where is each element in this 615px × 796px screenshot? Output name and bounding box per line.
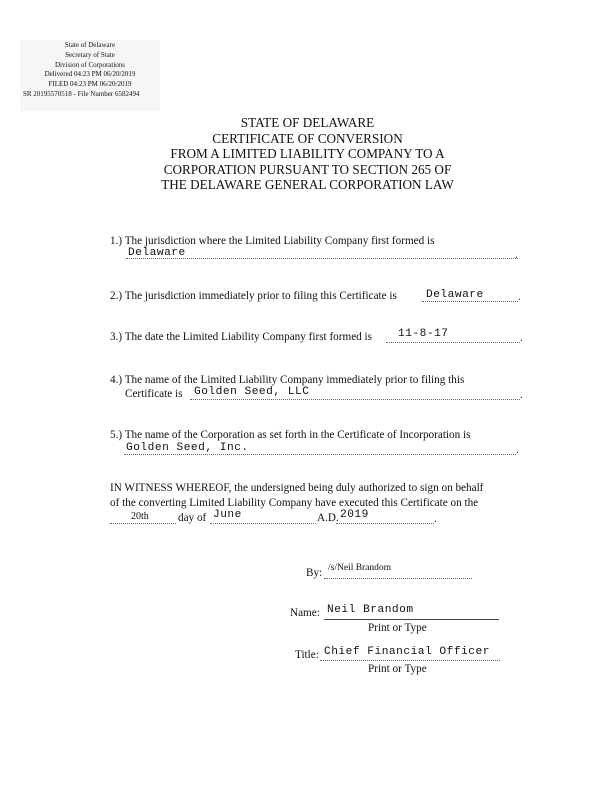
item-4-text2: Certificate is	[125, 388, 183, 400]
item-2-text: 2.) The jurisdiction immediately prior to filing this Certificate is	[110, 290, 397, 302]
item-2-value: Delaware	[426, 289, 484, 301]
name-line	[324, 619, 499, 620]
item-3-blank	[386, 342, 520, 343]
witness-line-1: IN WITNESS WHEREOF, the undersigned being duly authorized to sign on behalf	[110, 482, 484, 494]
item-3-period: .	[520, 332, 523, 344]
name-print-or-type: Print or Type	[368, 622, 427, 634]
title-line: THE DELAWARE GENERAL CORPORATION LAW	[161, 177, 454, 192]
stamp-line: FILED 04:23 PM 06/20/2019	[48, 80, 132, 89]
witness-line-2: of the converting Limited Liability Company have executed this Certificate on the	[110, 497, 479, 509]
stamp-line: Division of Corporations	[55, 60, 125, 69]
document-title	[0, 115, 615, 193]
item-4-value: Golden Seed, LLC	[194, 386, 310, 398]
item-5-text: 5.) The name of the Corporation as set forth in the Certificate of Incorporation is	[110, 429, 471, 441]
item-4-period: .	[520, 389, 523, 401]
item-3-value: 11-8-17	[398, 328, 449, 340]
year-blank	[336, 523, 434, 524]
title-line: STATE OF DELAWARE	[240, 115, 375, 130]
witness-period: .	[434, 513, 437, 525]
item-1-blank	[126, 258, 518, 259]
title-label: Title:	[295, 649, 319, 661]
title-print-or-type: Print or Type	[368, 663, 427, 675]
day-blank	[110, 523, 176, 524]
name-label: Name:	[290, 607, 320, 619]
stamp-line: Secretary of State	[65, 50, 115, 59]
signature-line	[324, 578, 472, 579]
title-line	[320, 660, 500, 661]
item-1-text: 1.) The jurisdiction where the Limited Liability Company first formed is	[110, 235, 435, 247]
item-5-blank	[124, 454, 516, 455]
stamp-line: Delivered 04:23 PM 06/20/2019	[44, 70, 136, 79]
witness-day-of: day of	[178, 512, 207, 524]
item-2-period: .	[518, 291, 521, 303]
item-4-text: 4.) The name of the Limited Liability Company immediately prior to filing this	[110, 374, 465, 386]
stamp-line: SR 20195570518 - File Number 6582494	[23, 89, 140, 98]
title-line: CORPORATION PURSUANT TO SECTION 265 OF	[163, 161, 452, 177]
title-line: CERTIFICATE OF CONVERSION	[212, 130, 403, 146]
title-value: Chief Financial Officer	[324, 646, 490, 658]
witness-day: 20th	[131, 511, 149, 522]
item-5-period: .	[516, 444, 519, 456]
title-line: FROM A LIMITED LIABILITY COMPANY TO A	[170, 146, 445, 161]
name-value: Neil Brandom	[327, 604, 414, 616]
filing-stamp	[20, 40, 160, 111]
item-2-blank	[422, 301, 518, 302]
item-1-value: Delaware	[128, 247, 186, 259]
stamp-line: State of Delaware	[64, 41, 116, 49]
month-blank	[210, 523, 316, 524]
item-4-blank	[190, 399, 520, 400]
signature-value: /s/Neil Brandom	[328, 563, 392, 573]
item-5-value: Golden Seed, Inc.	[126, 442, 249, 454]
witness-year: 2019	[340, 509, 369, 521]
by-label: By:	[306, 567, 323, 579]
witness-ad: A.D.	[317, 512, 339, 524]
item-1-period: .	[515, 249, 518, 261]
item-3-text: 3.) The date the Limited Liability Company first formed is	[110, 331, 373, 343]
witness-month: June	[213, 509, 242, 521]
